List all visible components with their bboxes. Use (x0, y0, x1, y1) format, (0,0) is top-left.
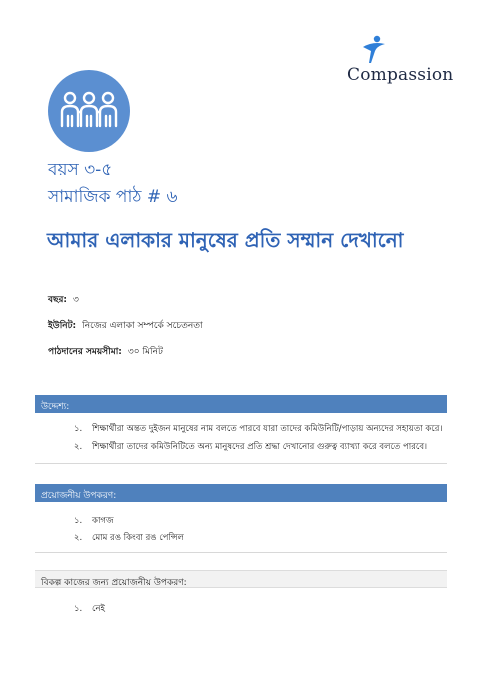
time-value: ৩০ মিনিট (127, 347, 163, 357)
time-row (48, 344, 163, 359)
brand-figure-icon (359, 35, 387, 65)
compassion-logo (345, 35, 455, 95)
lesson-number: সামাজিক পাঠ # ৬ (48, 187, 178, 207)
alt-materials-heading: বিকল্প কাজের জন্য প্রয়োজনীয় উপকরণ: (35, 570, 447, 588)
material-item: ২. মোম রঙ কিংবা রঙ পেন্সিল (74, 533, 184, 543)
unit-row (48, 318, 203, 333)
materials-heading: প্রয়োজনীয় উপকরণ: (35, 484, 447, 502)
alt-material-item: ১. নেই (74, 604, 105, 614)
material-item: ১. কাগজ (74, 516, 114, 526)
divider (35, 463, 447, 464)
unit-value: নিজের এলাকা সম্পর্কে সচেতনতা (82, 321, 203, 331)
objectives-heading: উদ্দেশ্য: (35, 395, 447, 413)
objective-item: ২. শিক্ষার্থীরা তাদের কমিউনিটিতে অন্য মানুষদের প্রতি শ্রদ্ধা দেখানোর গুরুত্ব ব্যাখ্যা করে বলতে পারবে। (74, 442, 428, 452)
unit-label: ইউনিট: (48, 321, 77, 331)
brand-name: Compassion (347, 65, 454, 85)
time-label: পাঠদানের সময়সীমা: (48, 347, 122, 357)
year-label: বছর: (48, 295, 68, 305)
children-group-badge (48, 70, 130, 152)
page-title: আমার এলাকার মানুষের প্রতি সম্মান দেখানো (47, 228, 404, 252)
year-value: ৩ (73, 295, 79, 305)
age-range: বয়স ৩-৫ (48, 160, 113, 180)
divider (35, 552, 447, 553)
children-group-icon (48, 70, 130, 152)
objective-item: ১. শিক্ষার্থীরা অন্তত দুইজন মানুষের নাম বলতে পারবে যারা তাদের কমিউনিটি/পাড়ায় অন্যদের সহায়তা করে। (74, 424, 443, 434)
year-row (48, 292, 79, 307)
